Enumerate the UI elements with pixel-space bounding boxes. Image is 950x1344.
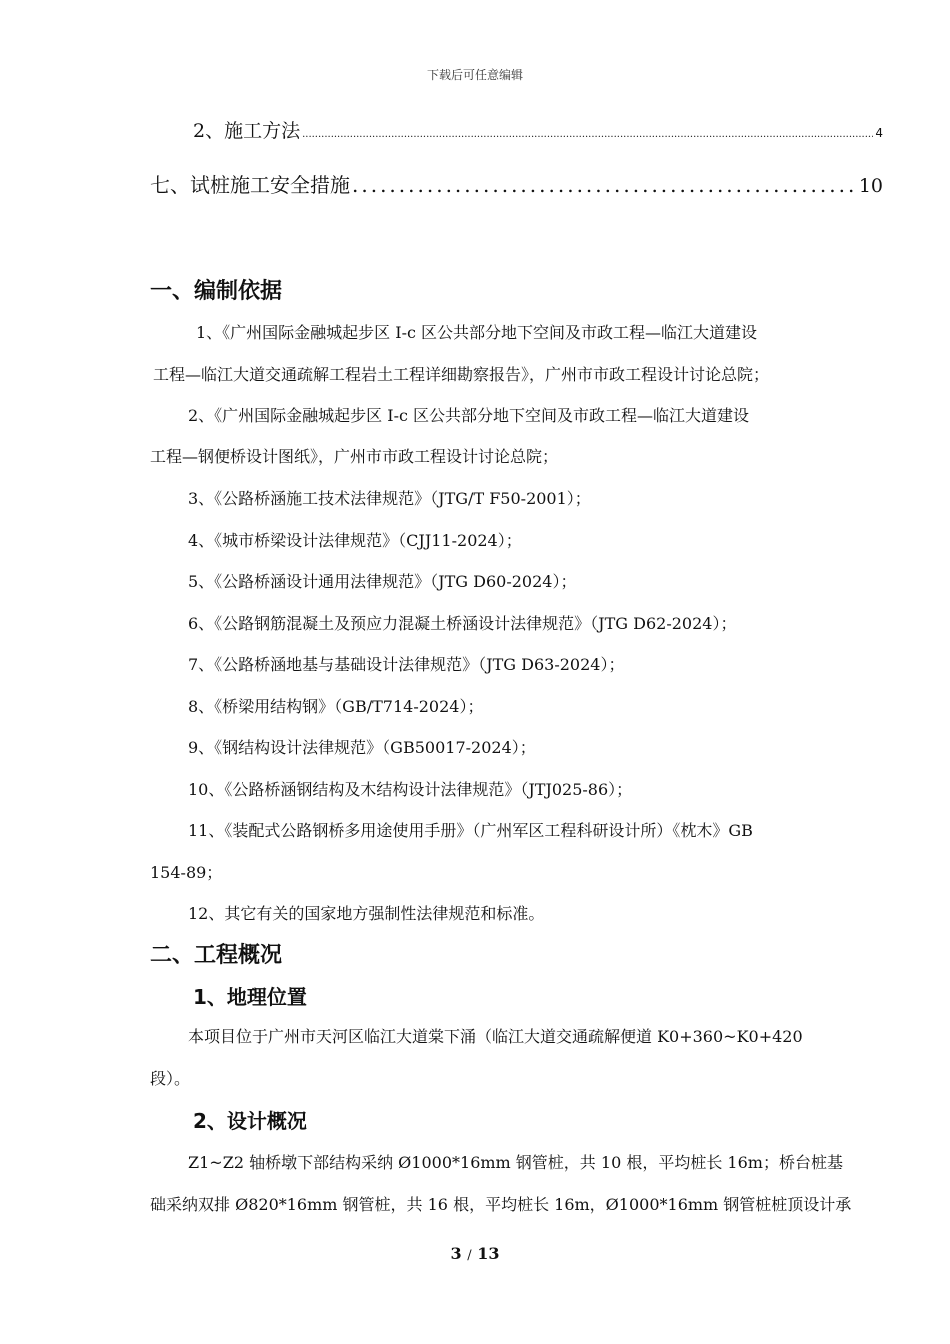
list-item-continuation: 工程—钢便桥设计图纸》，广州市市政工程设计讨论总院； bbox=[150, 447, 559, 466]
list-item: 10、《公路桥涵钢结构及木结构设计法律规范》（JTJ025-86）； bbox=[188, 780, 633, 799]
current-page: 3 bbox=[450, 1244, 462, 1263]
paragraph-line: 本项目位于广州市天河区临江大道棠下涌（临江大道交通疏解便道 K0+360~K0+420 bbox=[188, 1027, 803, 1046]
list-item: 4、《城市桥梁设计法律规范》（CJJ11-2024）； bbox=[188, 531, 522, 550]
toc-leader-dots bbox=[352, 173, 857, 197]
list-item: 2、《广州国际金融城起步区 I-c 区公共部分地下空间及市政工程—临江大道建设 bbox=[188, 406, 750, 425]
page-number bbox=[0, 1244, 950, 1263]
paragraph-line: 段）。 bbox=[150, 1069, 191, 1088]
toc-entry-label: 2、施工方法 bbox=[193, 120, 301, 142]
subsection-heading-location: 1、地理位置 bbox=[193, 985, 307, 1009]
list-item: 3、《公路桥涵施工技术法律规范》（JTG/T F50-2001）； bbox=[188, 489, 591, 508]
list-item: 6、《公路钢筋混凝土及预应力混凝土桥涵设计法律规范》（JTG D62-2024）； bbox=[188, 614, 737, 633]
list-item: 11、《装配式公路钢桥多用途使用手册》（广州军区工程科研设计所）《枕木》GB bbox=[188, 821, 753, 840]
paragraph-line: 础采纳双排 Ø820*16mm 钢管桩，共 16 根，平均桩长 16m，Ø1000*16mm 钢管桩桩顶设计承 bbox=[150, 1195, 852, 1214]
page-header: 下载后可任意编辑 bbox=[426, 68, 523, 82]
total-pages: 13 bbox=[477, 1244, 500, 1263]
list-item: 8、《桥梁用结构钢》（GB/T714-2024）； bbox=[188, 697, 484, 716]
toc-leader-dots bbox=[302, 129, 873, 140]
paragraph-line: Z1~Z2 轴桥墩下部结构采纳 Ø1000*16mm 钢管桩，共 10 根，平均桩长 16m；桥台桩基 bbox=[188, 1153, 843, 1172]
page-separator: / bbox=[467, 1248, 472, 1263]
toc-entry-safety-measures[interactable] bbox=[150, 169, 883, 198]
list-item: 1、《广州国际金融城起步区 I-c 区公共部分地下空间及市政工程—临江大道建设 bbox=[196, 323, 758, 342]
subsection-heading-design: 2、设计概况 bbox=[193, 1109, 307, 1133]
toc-entry-page: 4 bbox=[875, 126, 883, 140]
toc-entry-label: 七、试桩施工安全措施 bbox=[150, 173, 350, 197]
list-item: 12、其它有关的国家地方强制性法律规范和标准。 bbox=[188, 904, 545, 923]
list-item: 9、《钢结构设计法律规范》（GB50017-2024）； bbox=[188, 738, 536, 757]
list-item-continuation: 工程—临江大道交通疏解工程岩土工程详细勘察报告》，广州市市政工程设计讨论总院； bbox=[153, 365, 770, 384]
toc-entry-page: 10 bbox=[858, 175, 883, 197]
list-item: 5、《公路桥涵设计通用法律规范》（JTG D60-2024）； bbox=[188, 572, 577, 591]
list-item-continuation: 154-89； bbox=[150, 863, 223, 882]
section-heading-overview: 二、工程概况 bbox=[150, 943, 283, 968]
toc-entry-construction-method[interactable] bbox=[193, 116, 883, 143]
list-item: 7、《公路桥涵地基与基础设计法律规范》（JTG D63-2024）； bbox=[188, 655, 625, 674]
section-heading-basis: 一、编制依据 bbox=[150, 279, 283, 304]
